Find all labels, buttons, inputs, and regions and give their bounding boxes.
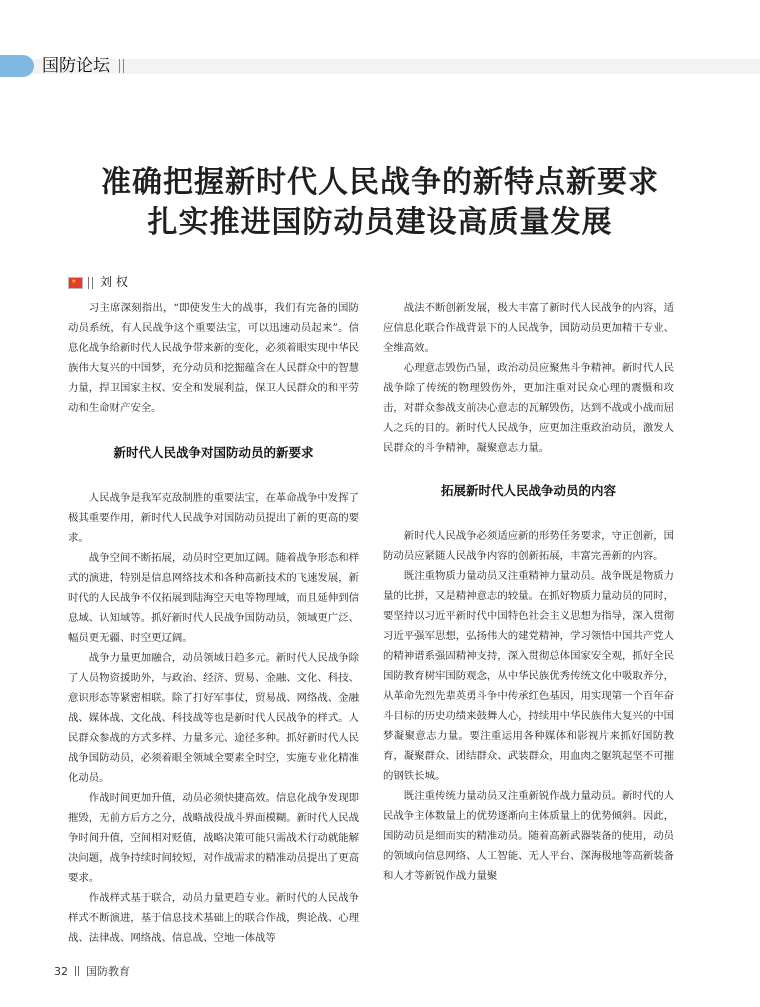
footer-separator xyxy=(75,966,79,976)
paragraph: 习主席深刻指出，“即使发生大的战事，我们有完备的国防动员系统，有人民战争这个重要法宝，可以迅速动员起来”。信息化战争给新时代人民战争带来新的变化，必须着眼实现中华民族伟大复兴的中国梦，充分动员和挖掘蕴含在人民群众中的智慧力量，捍卫国家主权、安全和发展利益，保卫人民群众的和平劳动和生命财产安全。 xyxy=(68,302,359,414)
section-label: 国防论坛 xyxy=(42,56,110,76)
flag-icon: ★ xyxy=(68,277,83,289)
paragraph: 作战样式基于联合，动员力量更趋专业。新时代的人民战争样式不断演进，基于信息技术基础上的联合作战，舆论战、心理战、法律战、网络战、信息战、空地一体战等 xyxy=(68,892,359,944)
paragraph: 既注重传统力量动员又注重新锐作战力量动员。新时代的人民战争主体数量上的优势逐渐向主体质量上的优势倾斜。因此，国防动员是细而实的精准动员。随着高新武器装备的使用，动员的领域向信息网络、人工智能、无人平台、深海极地等高新装备和人才等新锐作战力量聚 xyxy=(383,790,674,882)
page-footer xyxy=(54,963,130,979)
section-header xyxy=(0,55,760,77)
section-heading: 拓展新时代人民战争动员的内容 xyxy=(440,483,616,498)
article-title-line-1: 准确把握新时代人民战争的新特点新要求 xyxy=(101,165,659,200)
paragraph: 既注重物质力量动员又注重精神力量动员。战争既是物质力量的比拼，又是精神意志的较量。在抓好物质力量动员的同时，要坚持以习近平新时代中国特色社会主义思想为指导，深入贯彻习近平强军思想，弘扬伟大的建党精神，学习领悟中国共产党人的精神谱系强固精神支持，深入贯彻总体国家安全观，抓好全民国防教育树牢国防观念，从中华民族优秀传统文化中吸取养分，从革命先烈先辈英勇斗争中传承红色基因，用实现第一个百年奋斗目标的历史功绩来鼓舞人心，持续用中华民族伟大复兴的中国梦凝聚意志力量。要注重运用各种媒体和影视片来抓好国防教育，凝聚群众、团结群众、武装群众，用血肉之躯筑起坚不可摧的钢铁长城。 xyxy=(383,570,674,782)
byline-separator xyxy=(88,277,93,289)
left-column xyxy=(68,298,359,948)
header-band xyxy=(0,59,760,74)
paragraph: 作战时间更加升值，动员必须快捷高效。信息化战争发现即摧毁，无前方后方之分，战略战役战斗界面模糊。新时代人民战争时间升值，空间相对贬值，战略决策可能只需战术行动就能解决问题，战争持续时间较短，对作战需求的精准动员提出了更高要求。 xyxy=(68,792,359,884)
right-column xyxy=(383,298,674,886)
paragraph: 战争空间不断拓展，动员时空更加辽阔。随着战争形态和样式的演进，特别是信息网络技术和各种高新技术的飞速发展，新时代的人民战争不仅拓展到陆海空天电等物理域，而且延伸到信息域、认知域等。抓好新时代人民战争国防动员，领域更广泛、幅员更无疆、时空更辽阔。 xyxy=(68,552,359,644)
page-number: 32 xyxy=(54,965,68,978)
paragraph: 心理意志毁伤凸显，政治动员应聚焦斗争精神。新时代人民战争除了传统的物理毁伤外，更加注重对民众心理的震慑和攻击，对群众参战支前决心意志的瓦解毁伤，达到不战或小战而屈人之兵的目的。新时代人民战争，应更加注重政治动员，激发人民群众的斗争精神，凝聚意志力量。 xyxy=(383,362,674,454)
header-separator xyxy=(119,59,124,73)
paragraph: 战争力量更加融合，动员领域日趋多元。新时代人民战争除了人员物资援助外，与政治、经济、贸易、金融、文化、科技、意识形态等紧密相联。除了打好军事仗，贸易战、网络战、金融战、媒体战、文化战、科技战等也是新时代人民战争的样式。人民群众参战的方式多样、力量多元、途径多种。抓好新时代人民战争国防动员，必须着眼全领域全要素全时空，实施专业化精准化动员。 xyxy=(68,652,359,784)
author-name: 刘 权 xyxy=(100,275,128,289)
magazine-name: 国防教育 xyxy=(86,965,130,978)
paragraph: 人民战争是我军克敌制胜的重要法宝，在革命战争中发挥了极其重要作用，新时代人民战争对国防动员提出了新的更高的要求。 xyxy=(68,492,359,544)
paragraph: 战法不断创新发展，极大丰富了新时代人民战争的内容，适应信息化联合作战背景下的人民战争，国防动员更加精干专业、全维高效。 xyxy=(383,302,674,354)
article-title-line-2: 扎实推进国防动员建设高质量发展 xyxy=(147,205,613,240)
section-heading: 新时代人民战争对国防动员的新要求 xyxy=(113,445,314,460)
header-accent xyxy=(0,55,34,77)
paragraph: 新时代人民战争必须适应新的形势任务要求，守正创新，国防动员应紧随人民战争内容的创新拓展，丰富完善新的内容。 xyxy=(383,530,674,562)
